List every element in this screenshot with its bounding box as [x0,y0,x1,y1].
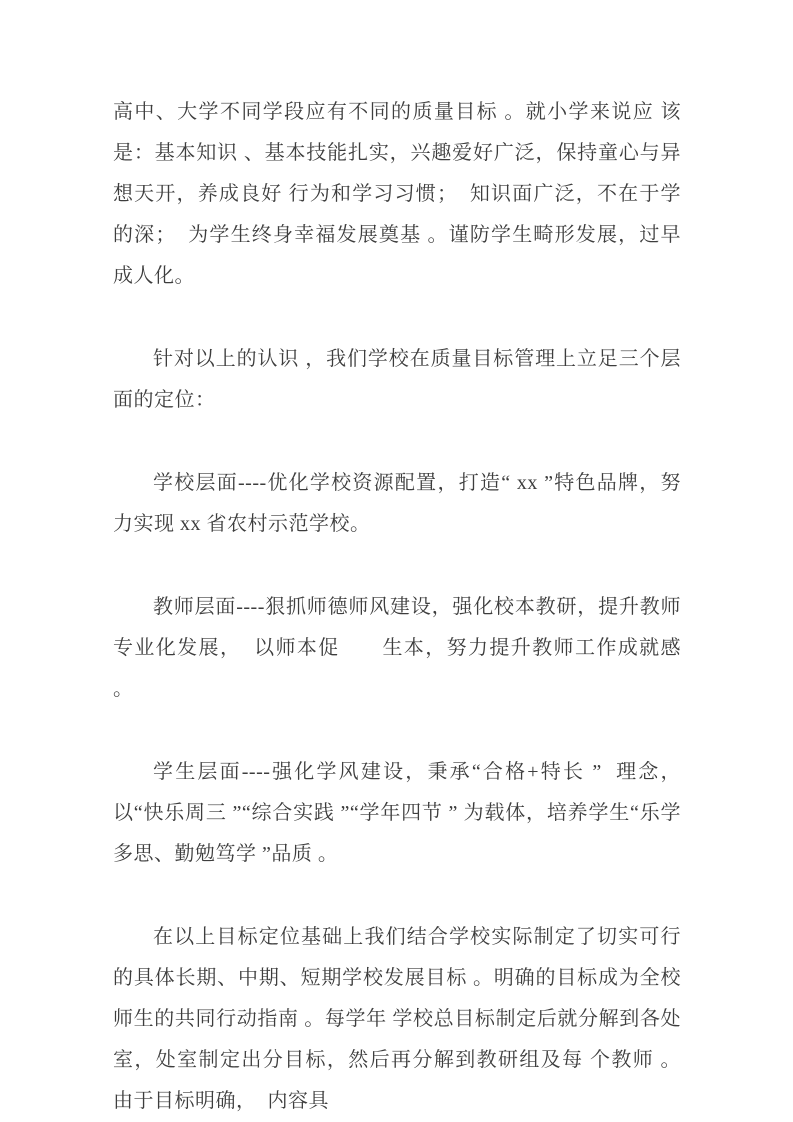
paragraph-student-level: 学生层面----强化学风建设，秉承“合格+特长 ” 理念， 以“快乐周三 ”“综合实践 ”“学年四节 ” 为载体，培养学生“乐学多思、勤勉笃学 ”品质 。 [113,761,692,865]
paragraph-school-level: 学校层面----优化学校资源配置，打造“ xx ”特色品牌，努力实现 xx 省农村示范学校。 [113,472,681,535]
paragraph-teacher-level: 教师层面----狠抓师德师风建设，强化校本教研，提升教师专业化发展， 以师本促 生本，努力提升教师工作成就感 。 [113,596,687,700]
paragraph-three-levels-intro: 针对以上的认识 ，我们学校在质量目标管理上立足三个层面的定位： [113,348,681,411]
paragraph-goal-implementation: 在以上目标定位基础上我们结合学校实际制定了切实可行的具体长期、中期、短期学校发展目标 。明确的目标成为全校师生的共同行动指南 。每学年 学校总目标制定后就分解到各处室，处室制定出分目标，然后再分解到教研组及每 个教师 。 由于目标明确， 内容具 [113,926,692,1112]
paragraph-quality-goals: 高中、大学不同学段应有不同的质量目标 。就小学来说应 该是：基本知识 、基本技能扎实，兴趣爱好广泛，保持童心与异想天开，养成良好 行为和学习习惯； 知识面广泛，不在于学的深； 为学生终身幸福发展奠基 。谨防学生畸形发展，过早成人化。 [113,101,681,287]
